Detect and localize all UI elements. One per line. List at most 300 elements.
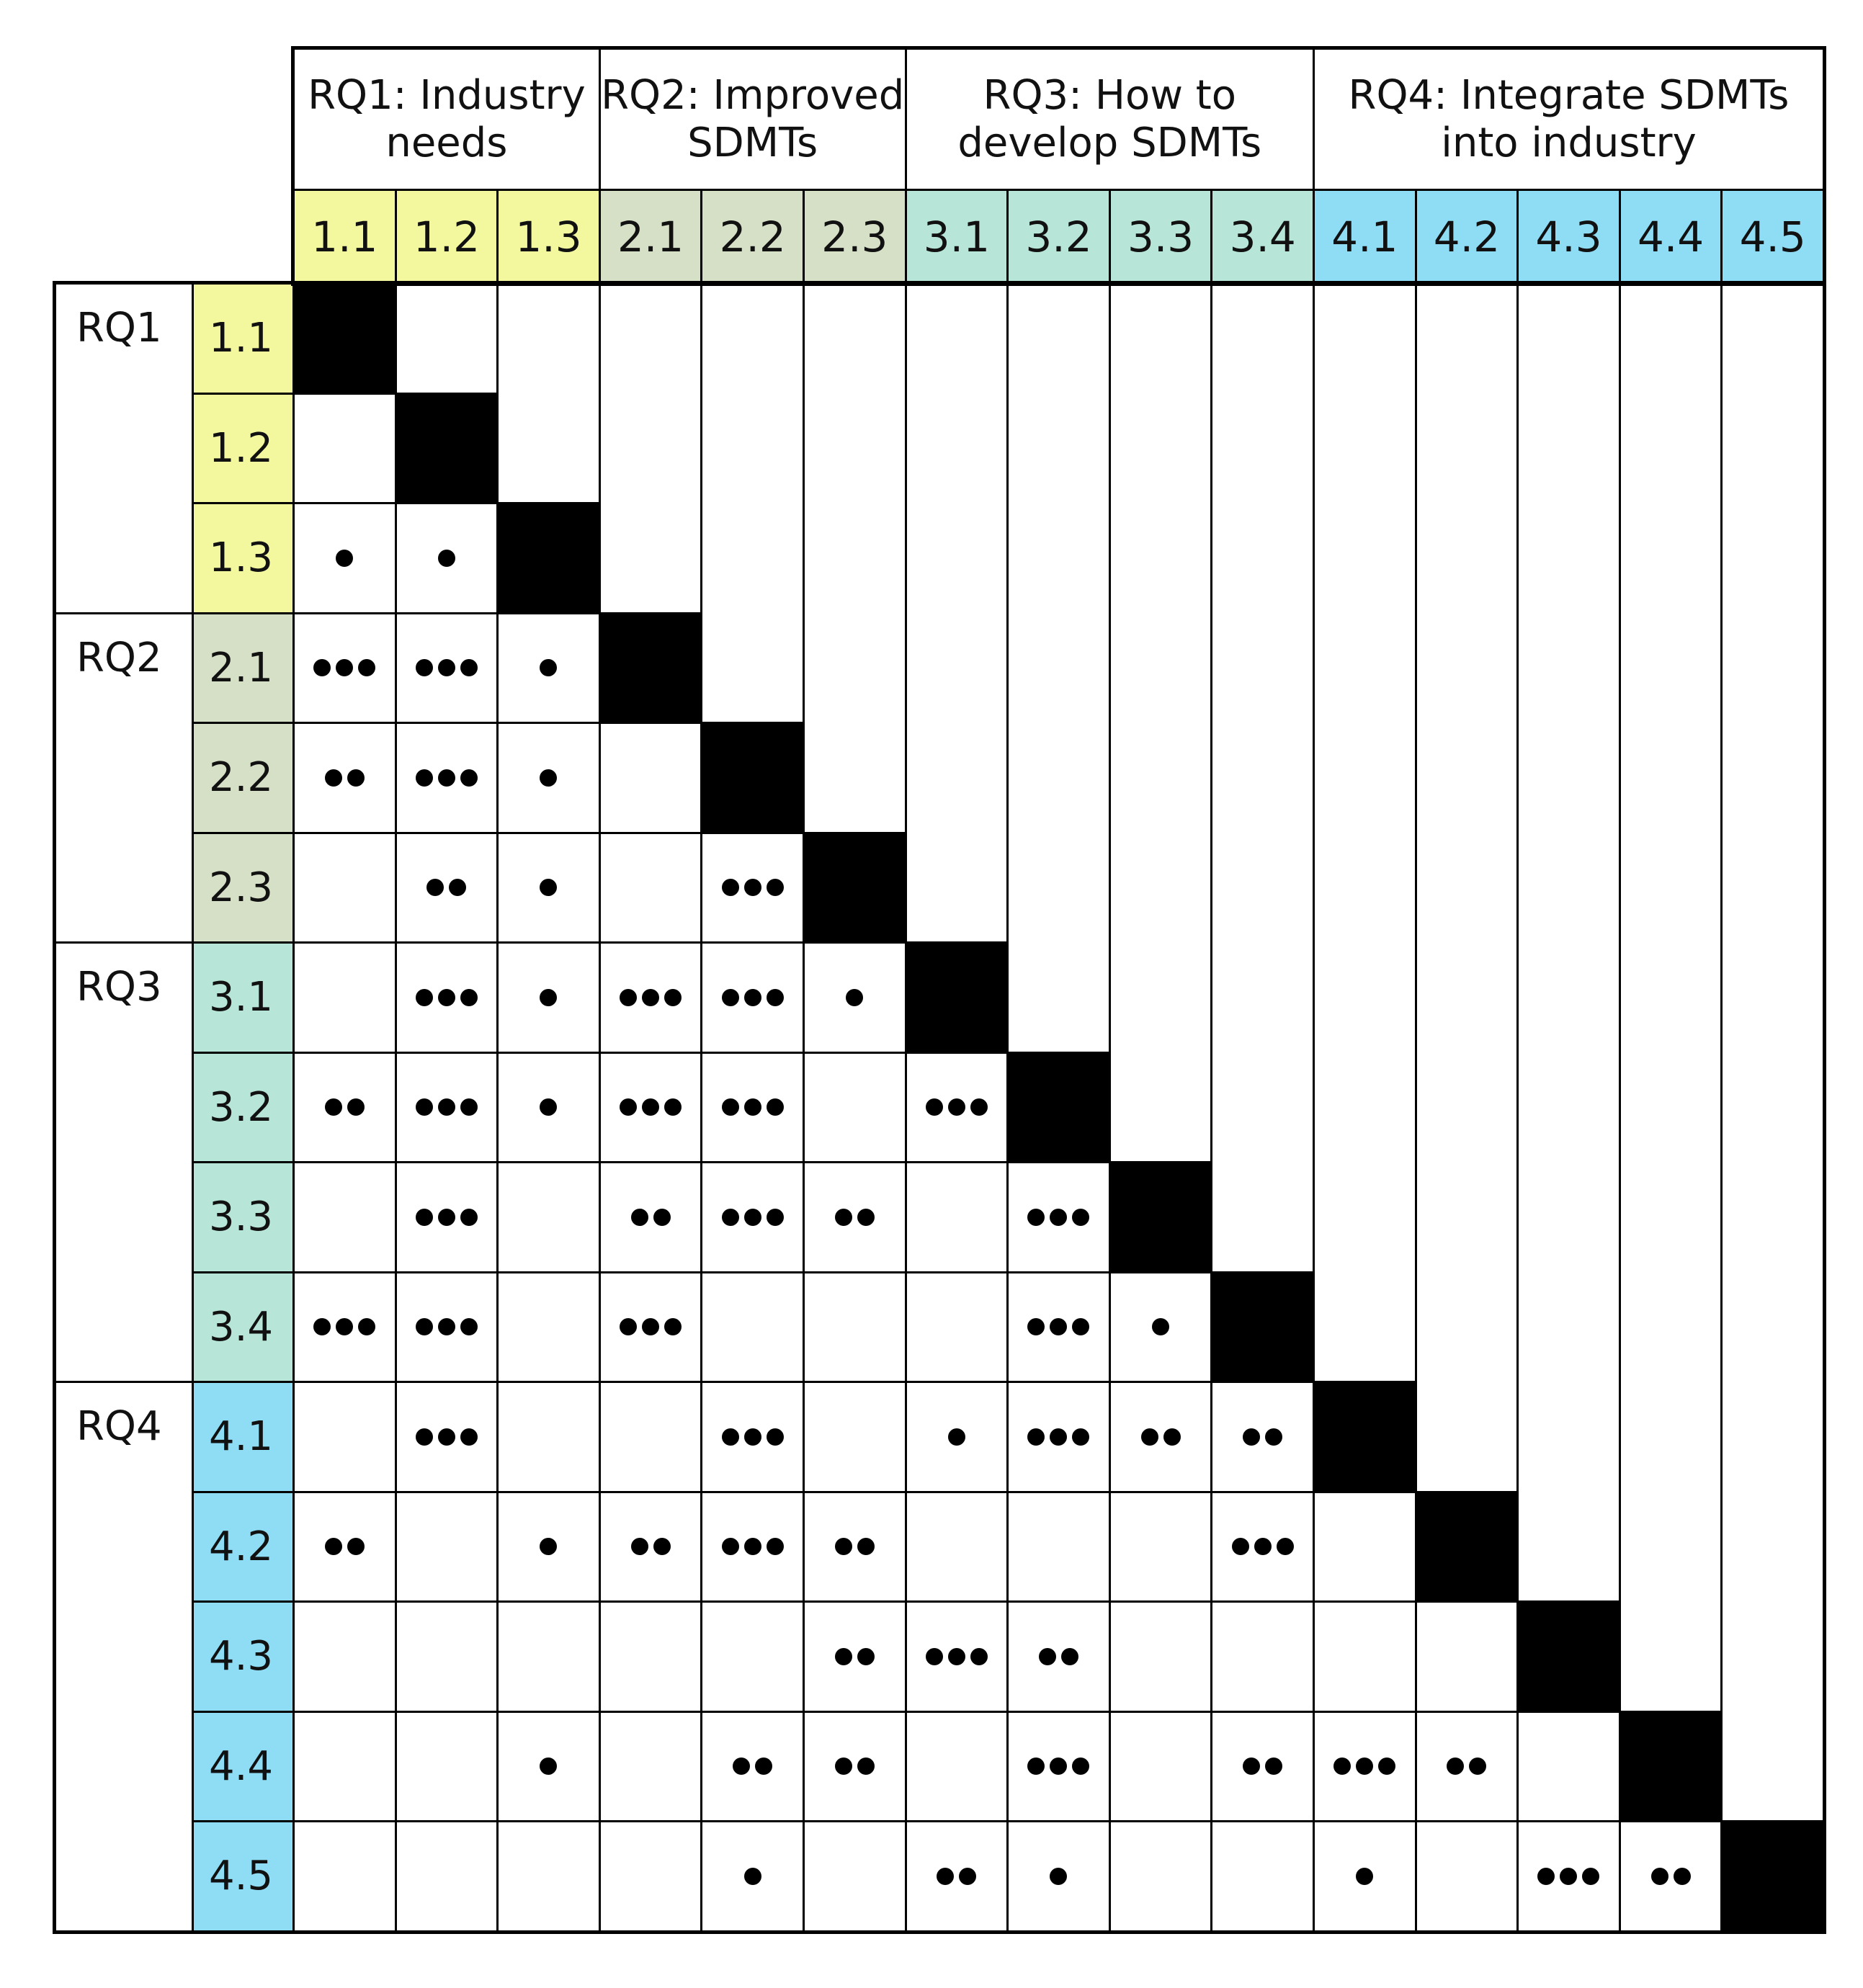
relation-dot: [416, 1318, 433, 1335]
cell-4-3-3-4: [1210, 1600, 1315, 1713]
diagonal-cell-3-3: [1109, 1161, 1213, 1273]
cell-2-3-1-1: [292, 832, 397, 944]
cell-3-2-1-1: [292, 1052, 397, 1164]
upper-cell-2-3-3-4: [1210, 832, 1315, 944]
cell-3-4-3-3: [1109, 1271, 1213, 1384]
upper-cell-1-2-4-4: [1619, 393, 1723, 505]
row-group-label-rq4: RQ4: [54, 1381, 194, 1933]
upper-cell-2-2-4-4: [1619, 722, 1723, 834]
cell-4-4-3-4: [1210, 1711, 1315, 1823]
cell-4-2-3-3: [1109, 1491, 1213, 1603]
relation-dots: [722, 879, 784, 896]
cell-4-1-2-2: [700, 1381, 805, 1493]
cell-3-1-2-1: [599, 941, 703, 1054]
relation-dot: [1072, 1758, 1089, 1775]
relation-dot: [1277, 1538, 1294, 1555]
upper-cell-3-1-4-1: [1313, 941, 1417, 1054]
column-header-3-4: 3.4: [1210, 189, 1315, 285]
relation-dot: [620, 1098, 637, 1116]
relation-dot: [540, 1098, 557, 1116]
cell-4-3-4-2: [1415, 1600, 1519, 1713]
relation-dot: [438, 769, 455, 787]
relation-dot: [642, 1098, 659, 1116]
upper-cell-4-1-4-4: [1619, 1381, 1723, 1493]
column-header-3-1: 3.1: [905, 189, 1009, 285]
upper-cell-1-2-2-2: [700, 393, 805, 505]
relation-dot: [1027, 1758, 1045, 1775]
relation-dot: [722, 879, 739, 896]
cell-4-5-3-4: [1210, 1820, 1315, 1933]
cell-4-3-2-3: [803, 1600, 907, 1713]
relation-dot: [1072, 1428, 1089, 1446]
relation-dot: [767, 1098, 784, 1116]
row-header-3-2: 3.2: [192, 1052, 295, 1164]
upper-cell-3-3-4-3: [1516, 1161, 1621, 1273]
upper-cell-3-3-4-1: [1313, 1161, 1417, 1273]
cell-3-1-2-2: [700, 941, 805, 1054]
relation-dot: [857, 1209, 875, 1226]
upper-cell-3-1-4-5: [1720, 941, 1825, 1054]
diagonal-cell-2-2: [700, 722, 805, 834]
relation-dot: [460, 1209, 478, 1226]
relation-dot: [767, 989, 784, 1006]
upper-cell-1-3-3-2: [1006, 502, 1111, 614]
cell-4-2-3-2: [1006, 1491, 1111, 1603]
relation-dot: [857, 1758, 875, 1775]
upper-cell-1-1-3-3: [1109, 282, 1213, 395]
relation-dot: [948, 1648, 965, 1665]
upper-cell-1-3-4-4: [1619, 502, 1723, 614]
diagonal-cell-2-3: [803, 832, 907, 944]
relation-dots: [722, 1538, 784, 1555]
upper-cell-1-3-4-2: [1415, 502, 1519, 614]
relation-dot: [1333, 1758, 1351, 1775]
relation-dot: [1039, 1648, 1056, 1665]
cell-3-2-1-2: [395, 1052, 499, 1164]
upper-cell-1-3-3-1: [905, 502, 1009, 614]
cell-4-5-4-3: [1516, 1820, 1621, 1933]
relation-dot: [1232, 1538, 1249, 1555]
relation-dots: [540, 989, 557, 1006]
relation-dot: [1027, 1318, 1045, 1335]
upper-cell-3-2-4-5: [1720, 1052, 1825, 1164]
cell-3-1-2-3: [803, 941, 907, 1054]
relation-dots: [416, 769, 478, 787]
cell-4-5-4-1: [1313, 1820, 1417, 1933]
relation-dots: [313, 1318, 375, 1335]
upper-cell-2-2-4-2: [1415, 722, 1519, 834]
relation-dot: [835, 1538, 852, 1555]
cell-4-3-3-1: [905, 1600, 1009, 1713]
relation-dot: [438, 1318, 455, 1335]
relation-dot: [347, 769, 365, 787]
row-header-3-3: 3.3: [192, 1161, 295, 1273]
upper-cell-1-1-4-2: [1415, 282, 1519, 395]
cell-3-3-3-1: [905, 1161, 1009, 1273]
upper-cell-4-3-4-4: [1619, 1600, 1723, 1713]
group-header-rq1: RQ1: Industry needs: [292, 48, 601, 191]
cell-4-1-2-1: [599, 1381, 703, 1493]
upper-cell-3-2-4-3: [1516, 1052, 1621, 1164]
relation-dots: [325, 1538, 365, 1555]
cell-4-1-3-4: [1210, 1381, 1315, 1493]
cell-2-3-1-2: [395, 832, 499, 944]
relation-dots: [416, 1098, 478, 1116]
relation-dot: [1050, 1868, 1067, 1885]
relation-dots: [1141, 1428, 1181, 1446]
cell-4-1-3-3: [1109, 1381, 1213, 1493]
row-header-2-1: 2.1: [192, 612, 295, 725]
relation-dot: [416, 1428, 433, 1446]
upper-cell-3-4-4-3: [1516, 1271, 1621, 1384]
relation-dot: [540, 879, 557, 896]
relation-dot: [937, 1868, 954, 1885]
relation-dots: [926, 1098, 988, 1116]
upper-cell-3-2-3-4: [1210, 1052, 1315, 1164]
cell-4-2-2-1: [599, 1491, 703, 1603]
relation-dot: [970, 1648, 988, 1665]
cell-4-4-3-1: [905, 1711, 1009, 1823]
relation-dot: [744, 1209, 761, 1226]
upper-cell-1-2-2-1: [599, 393, 703, 505]
upper-cell-2-1-4-4: [1619, 612, 1723, 725]
relation-dot: [347, 1538, 365, 1555]
cell-4-1-1-2: [395, 1381, 499, 1493]
cell-4-2-1-1: [292, 1491, 397, 1603]
relation-dots: [722, 1098, 784, 1116]
relation-dot: [336, 659, 353, 676]
upper-cell-4-2-4-3: [1516, 1491, 1621, 1603]
relation-dots: [1447, 1758, 1486, 1775]
row-header-4-3: 4.3: [192, 1600, 295, 1713]
relation-dot: [325, 1538, 342, 1555]
upper-cell-4-2-4-5: [1720, 1491, 1825, 1603]
column-header-3-2: 3.2: [1006, 189, 1111, 285]
relation-dot: [1027, 1428, 1045, 1446]
upper-cell-3-4-4-2: [1415, 1271, 1519, 1384]
upper-cell-2-1-4-3: [1516, 612, 1621, 725]
relation-dot: [1072, 1318, 1089, 1335]
relation-dot: [336, 550, 353, 567]
relation-dot: [970, 1098, 988, 1116]
relation-dot: [416, 659, 433, 676]
upper-cell-3-1-4-4: [1619, 941, 1723, 1054]
relation-dot: [1027, 1209, 1045, 1226]
relation-dot: [438, 1098, 455, 1116]
upper-cell-2-2-3-1: [905, 722, 1009, 834]
upper-cell-3-3-3-4: [1210, 1161, 1315, 1273]
relation-dot: [416, 1098, 433, 1116]
relation-dot: [1050, 1209, 1067, 1226]
upper-cell-1-3-4-1: [1313, 502, 1417, 614]
relation-dot: [325, 769, 342, 787]
upper-cell-1-1-4-5: [1720, 282, 1825, 395]
cell-4-3-1-2: [395, 1600, 499, 1713]
relation-dots: [1027, 1428, 1089, 1446]
upper-cell-3-2-4-4: [1619, 1052, 1723, 1164]
relation-dots: [846, 989, 863, 1006]
row-header-4-4: 4.4: [192, 1711, 295, 1823]
relation-dots: [1537, 1868, 1599, 1885]
relation-dots: [722, 989, 784, 1006]
cell-4-5-2-3: [803, 1820, 907, 1933]
relation-dots: [540, 1098, 557, 1116]
relation-dot: [313, 659, 331, 676]
relation-dot: [835, 1758, 852, 1775]
relation-dot: [313, 1318, 331, 1335]
upper-cell-2-1-4-5: [1720, 612, 1825, 725]
upper-cell-2-2-2-3: [803, 722, 907, 834]
cell-2-2-1-3: [496, 722, 601, 834]
row-group-label-rq1: RQ1: [54, 282, 194, 614]
relation-dot: [744, 989, 761, 1006]
cell-4-1-1-3: [496, 1381, 601, 1493]
upper-cell-2-3-4-1: [1313, 832, 1417, 944]
relation-dots: [1356, 1868, 1373, 1885]
relation-dots: [631, 1209, 671, 1226]
relation-dot: [744, 1428, 761, 1446]
relation-dot: [1072, 1209, 1089, 1226]
relation-dot: [540, 1538, 557, 1555]
cell-4-3-1-3: [496, 1600, 601, 1713]
relation-dot: [460, 769, 478, 787]
upper-cell-1-1-3-1: [905, 282, 1009, 395]
cell-4-2-2-3: [803, 1491, 907, 1603]
cell-4-5-2-2: [700, 1820, 805, 1933]
upper-cell-1-2-4-1: [1313, 393, 1417, 505]
relation-dots: [835, 1209, 875, 1226]
cell-4-3-2-1: [599, 1600, 703, 1713]
upper-cell-2-1-4-1: [1313, 612, 1417, 725]
relation-dot: [540, 989, 557, 1006]
column-header-4-2: 4.2: [1415, 189, 1519, 285]
cell-4-2-3-1: [905, 1491, 1009, 1603]
cell-4-4-4-2: [1415, 1711, 1519, 1823]
upper-cell-1-2-1-3: [496, 393, 601, 505]
relation-dots: [835, 1538, 875, 1555]
relation-dot: [416, 989, 433, 1006]
cell-4-1-3-1: [905, 1381, 1009, 1493]
diagonal-cell-1-2: [395, 393, 499, 505]
upper-cell-2-1-3-3: [1109, 612, 1213, 725]
relation-dot: [540, 769, 557, 787]
column-header-2-1: 2.1: [599, 189, 703, 285]
upper-cell-2-1-2-3: [803, 612, 907, 725]
upper-cell-2-1-2-2: [700, 612, 805, 725]
relation-dots: [926, 1648, 988, 1665]
relation-dots: [835, 1648, 875, 1665]
cell-3-3-2-1: [599, 1161, 703, 1273]
column-header-2-2: 2.2: [700, 189, 805, 285]
cell-4-4-2-1: [599, 1711, 703, 1823]
upper-cell-1-1-3-2: [1006, 282, 1111, 395]
relation-dot: [722, 1098, 739, 1116]
upper-cell-2-3-4-2: [1415, 832, 1519, 944]
upper-cell-1-1-3-4: [1210, 282, 1315, 395]
relation-dots: [722, 1428, 784, 1446]
relation-dot: [1050, 1428, 1067, 1446]
relation-dot: [631, 1538, 648, 1555]
diagonal-cell-3-2: [1006, 1052, 1111, 1164]
relation-dot: [438, 1209, 455, 1226]
relation-dot: [1469, 1758, 1486, 1775]
upper-cell-2-2-4-3: [1516, 722, 1621, 834]
relation-dots: [1152, 1318, 1169, 1335]
relation-dot: [325, 1098, 342, 1116]
relation-dots: [1232, 1538, 1294, 1555]
diagonal-cell-4-3: [1516, 1600, 1621, 1713]
cell-3-2-1-3: [496, 1052, 601, 1164]
upper-cell-4-4-4-5: [1720, 1711, 1825, 1823]
cell-4-4-1-3: [496, 1711, 601, 1823]
group-header-rq3: RQ3: How to develop SDMTs: [905, 48, 1315, 191]
cell-2-1-1-1: [292, 612, 397, 725]
cell-3-3-2-3: [803, 1161, 907, 1273]
cell-4-4-3-3: [1109, 1711, 1213, 1823]
cell-4-3-1-1: [292, 1600, 397, 1713]
relation-dots: [835, 1758, 875, 1775]
relation-dots: [540, 659, 557, 676]
cell-4-2-1-3: [496, 1491, 601, 1603]
relation-dot: [767, 1209, 784, 1226]
relation-dot: [358, 1318, 375, 1335]
cell-3-3-1-1: [292, 1161, 397, 1273]
relation-dot: [642, 1318, 659, 1335]
relation-dot: [744, 1098, 761, 1116]
upper-cell-2-2-3-4: [1210, 722, 1315, 834]
relation-dots: [1027, 1758, 1089, 1775]
relation-dot: [1378, 1758, 1395, 1775]
relation-dot: [438, 550, 455, 567]
upper-cell-1-2-3-1: [905, 393, 1009, 505]
relation-dot: [1265, 1428, 1282, 1446]
relation-dot: [767, 1428, 784, 1446]
upper-cell-2-1-3-1: [905, 612, 1009, 725]
relation-dots: [325, 1098, 365, 1116]
cell-3-3-1-3: [496, 1161, 601, 1273]
relation-dots: [1243, 1758, 1282, 1775]
cell-3-4-2-1: [599, 1271, 703, 1384]
upper-cell-2-2-3-3: [1109, 722, 1213, 834]
relation-dots: [416, 1318, 478, 1335]
row-header-1-2: 1.2: [192, 393, 295, 505]
cell-4-3-2-2: [700, 1600, 805, 1713]
cell-1-3-1-1: [292, 502, 397, 614]
upper-cell-3-1-3-3: [1109, 941, 1213, 1054]
relation-dot: [722, 1538, 739, 1555]
upper-cell-4-2-4-4: [1619, 1491, 1723, 1603]
relation-dots: [948, 1428, 965, 1446]
relation-dots: [325, 769, 365, 787]
cell-4-5-1-1: [292, 1820, 397, 1933]
cell-4-1-1-1: [292, 1381, 397, 1493]
row-group-label-rq3: RQ3: [54, 941, 194, 1383]
relation-dot: [460, 989, 478, 1006]
relation-dot: [948, 1098, 965, 1116]
upper-cell-1-2-2-3: [803, 393, 907, 505]
relation-dot: [1265, 1758, 1282, 1775]
cell-4-3-3-2: [1006, 1600, 1111, 1713]
relation-dot: [1243, 1428, 1260, 1446]
upper-cell-2-2-3-2: [1006, 722, 1111, 834]
upper-cell-2-3-4-4: [1619, 832, 1723, 944]
column-header-4-5: 4.5: [1720, 189, 1825, 285]
cell-3-4-2-2: [700, 1271, 805, 1384]
relation-dot: [664, 989, 682, 1006]
diagonal-cell-4-2: [1415, 1491, 1519, 1603]
cell-3-1-1-2: [395, 941, 499, 1054]
cell-4-5-3-3: [1109, 1820, 1213, 1933]
relation-dots: [937, 1868, 976, 1885]
cell-3-1-1-3: [496, 941, 601, 1054]
cell-2-1-1-2: [395, 612, 499, 725]
diagonal-cell-2-1: [599, 612, 703, 725]
relation-dots: [540, 1758, 557, 1775]
cell-4-5-2-1: [599, 1820, 703, 1933]
relation-dot: [1050, 1758, 1067, 1775]
relation-dots: [540, 879, 557, 896]
relation-dot: [620, 1318, 637, 1335]
upper-cell-1-1-2-3: [803, 282, 907, 395]
cell-4-5-3-2: [1006, 1820, 1111, 1933]
upper-cell-4-1-4-2: [1415, 1381, 1519, 1493]
relation-dots: [416, 659, 478, 676]
relation-dots: [631, 1538, 671, 1555]
relation-dot: [438, 659, 455, 676]
upper-cell-1-1-2-1: [599, 282, 703, 395]
cell-4-3-4-1: [1313, 1600, 1417, 1713]
relation-dot: [1163, 1428, 1181, 1446]
upper-cell-2-3-3-1: [905, 832, 1009, 944]
relation-dot: [642, 989, 659, 1006]
relation-dot: [722, 1428, 739, 1446]
relation-dot: [416, 769, 433, 787]
column-header-2-3: 2.3: [803, 189, 907, 285]
cell-4-1-2-3: [803, 1381, 907, 1493]
relation-dots: [1651, 1868, 1691, 1885]
relation-dot: [653, 1538, 671, 1555]
cell-4-5-4-2: [1415, 1820, 1519, 1933]
cell-4-5-3-1: [905, 1820, 1009, 1933]
upper-cell-1-1-4-3: [1516, 282, 1621, 395]
upper-cell-3-1-4-3: [1516, 941, 1621, 1054]
upper-cell-3-2-3-3: [1109, 1052, 1213, 1164]
relation-dots: [733, 1758, 772, 1775]
upper-cell-2-3-4-5: [1720, 832, 1825, 944]
cell-3-4-2-3: [803, 1271, 907, 1384]
relation-dot: [1061, 1648, 1078, 1665]
upper-cell-2-2-4-1: [1313, 722, 1417, 834]
relation-dots: [620, 1098, 682, 1116]
cell-4-3-3-3: [1109, 1600, 1213, 1713]
relation-dot: [460, 659, 478, 676]
row-header-3-1: 3.1: [192, 941, 295, 1054]
cell-4-5-1-2: [395, 1820, 499, 1933]
cell-3-2-2-2: [700, 1052, 805, 1164]
diagonal-cell-4-1: [1313, 1381, 1417, 1493]
upper-cell-3-3-4-4: [1619, 1161, 1723, 1273]
cell-3-4-1-3: [496, 1271, 601, 1384]
relation-dot: [744, 879, 761, 896]
relation-dots: [1027, 1209, 1089, 1226]
relation-dot: [846, 989, 863, 1006]
upper-cell-1-2-4-2: [1415, 393, 1519, 505]
upper-cell-2-2-4-5: [1720, 722, 1825, 834]
relation-dot: [653, 1209, 671, 1226]
row-header-4-5: 4.5: [192, 1820, 295, 1933]
diagonal-cell-1-1: [292, 282, 397, 395]
relation-dot: [1582, 1868, 1599, 1885]
